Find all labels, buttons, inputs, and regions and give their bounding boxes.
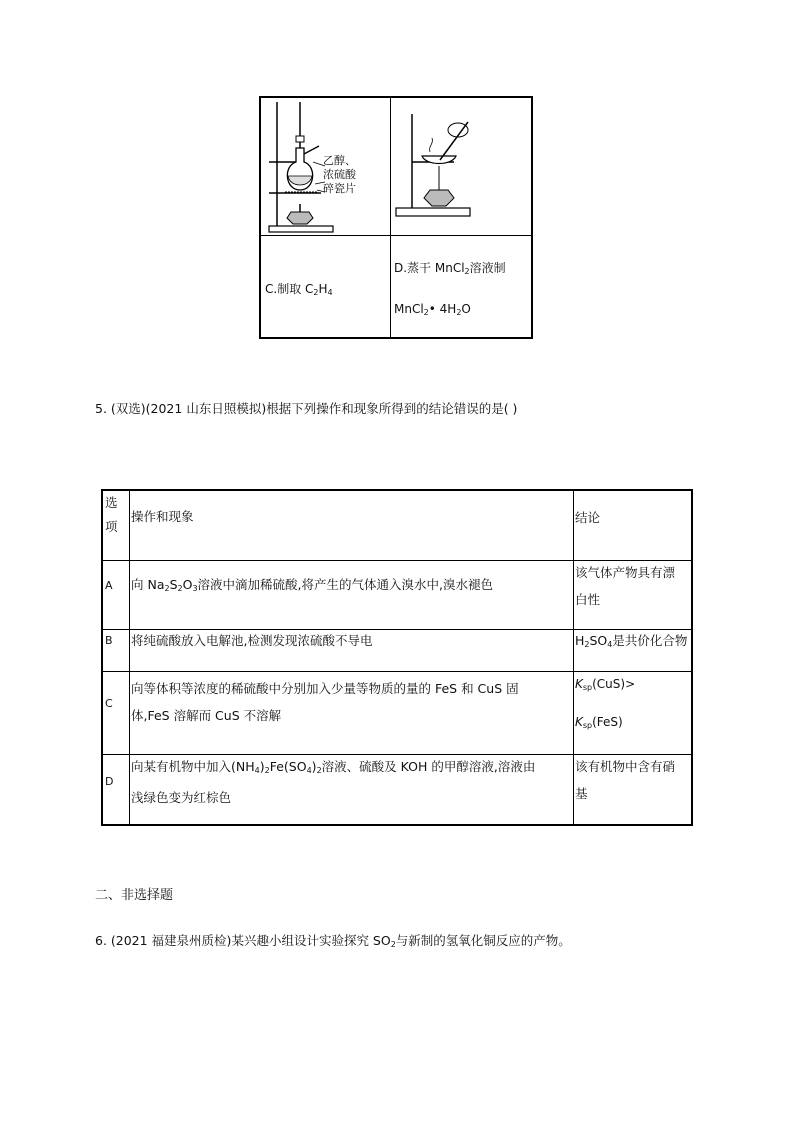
option-d-label: D.蒸干 MnCl$_2$溶液制 [394, 261, 506, 276]
row-d-operation: 向某有机物中加入$(NH_4)_2Fe(SO_4)_2$溶液、硫酸及 KOH 的甲醇溶液,溶液由 浅绿色变为红棕色 [131, 759, 536, 805]
row-d-conclusion: 该有机物中含有硝 基 [575, 759, 676, 801]
row-d-option: D [105, 775, 114, 788]
row-c-option: C [105, 697, 113, 710]
table-divider [390, 98, 391, 337]
row-a-operation: 向 $Na_2S_2O_3$溶液中滴加稀硫酸,将产生的气体通入溴水中,溴水褪色 [131, 577, 493, 593]
table-divider [573, 491, 574, 824]
row-c-conclusion-line1: $K_{sp}(CuS)>$ [575, 677, 636, 692]
label-porcelain-chips: 碎瓷片 [323, 182, 356, 195]
table-divider [261, 235, 531, 236]
row-b-conclusion: $H_2SO_4$是共价化合物 [575, 633, 688, 649]
option-d-formula: MnCl$_2$• $4H_2O$ [394, 302, 471, 317]
row-a-conclusion: 该气体产物具有漂 白性 [575, 565, 676, 607]
experiment-table [101, 489, 693, 826]
table-divider [129, 491, 130, 824]
header-conclusion: 结论 [575, 510, 601, 525]
row-c-operation: 向等体积等浓度的稀硫酸中分别加入少量等物质的量的 FeS 和 CuS 固 体,FeS 溶解而 CuS 不溶解 [131, 681, 519, 723]
label-sulfuric-acid: 浓硫酸 [323, 168, 356, 181]
evaporation-apparatus-diagram [392, 100, 532, 234]
section-heading: 二、非选择题 [95, 888, 174, 903]
row-b-operation: 将纯硫酸放入电解池,检测发现浓硫酸不导电 [131, 633, 373, 648]
question-6: 6. (2021 福建泉州质检)某兴趣小组设计实验探究 $SO_2$与新制的氢氧化铜反应的产物。 [95, 933, 571, 949]
apparatus-table [259, 96, 533, 339]
header-option: 选 项 [105, 495, 118, 534]
header-operation: 操作和现象 [131, 509, 194, 524]
option-c-label: C.制取 $C_2H_4$ [265, 282, 333, 297]
row-c-conclusion-line2: $K_{sp}(FeS)$ [575, 715, 623, 730]
question-5: 5. (双选)(2021 山东日照模拟)根据下列操作和现象所得到的结论错误的是( ) [95, 401, 518, 416]
row-a-option: A [105, 579, 113, 592]
row-b-option: B [105, 634, 113, 647]
label-ethanol: 乙醇、 [323, 154, 356, 167]
